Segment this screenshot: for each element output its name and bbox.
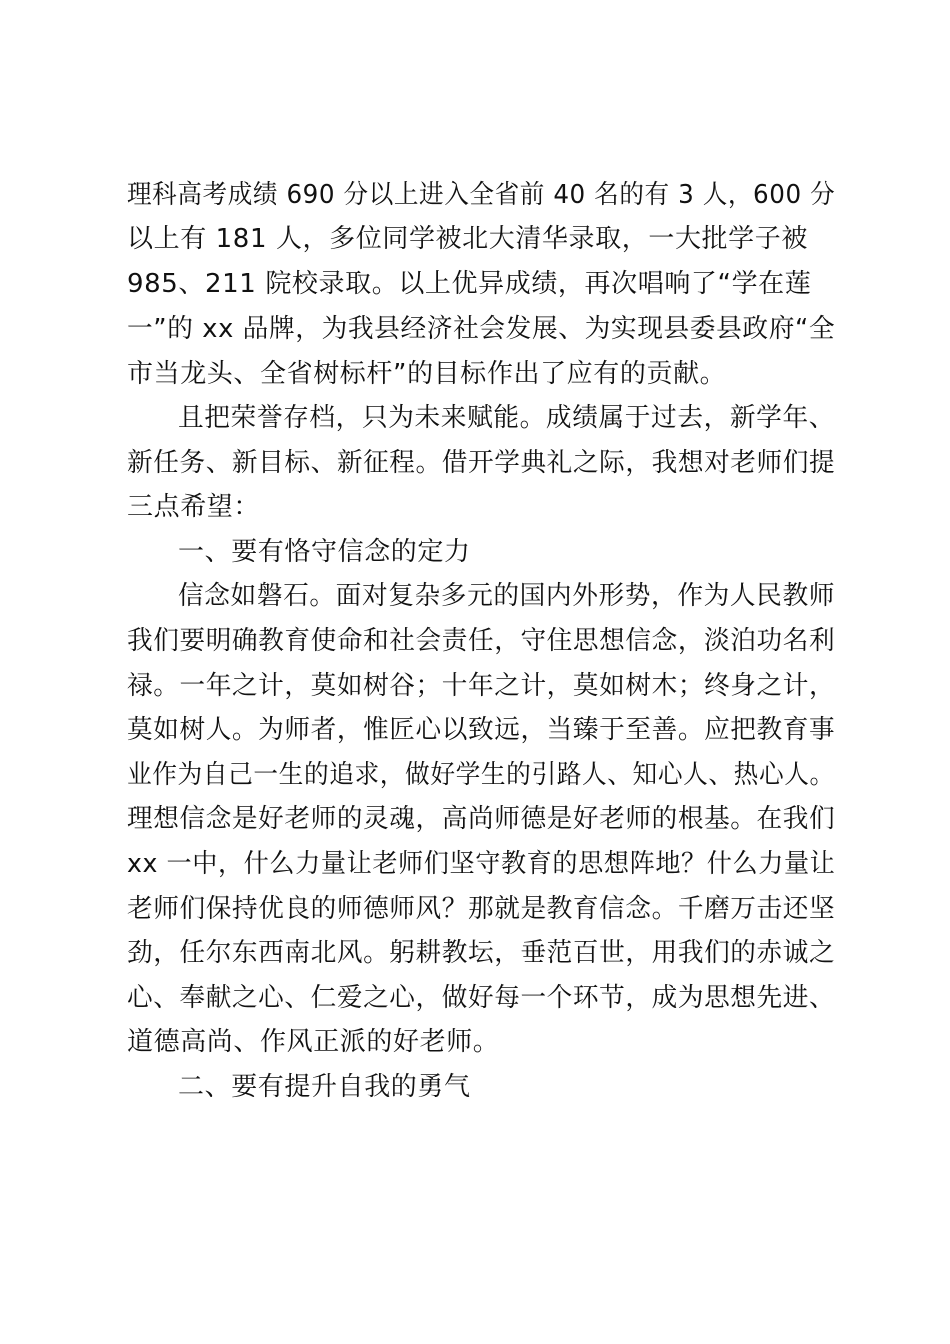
body-line: 理科高考成绩 690 分以上进入全省前 40 名的有 3 人，600 分 [127, 180, 836, 210]
body-line: 理想信念是好老师的灵魂，高尚师德是好老师的根基。在我们 [127, 804, 836, 834]
paragraph-first-line: 且把荣誉存档，只为未来赋能。成绩属于过去，新学年、 [178, 403, 836, 433]
body-line: 莫如树人。为师者，惟匠心以致远，当臻于至善。应把教育事 [127, 715, 836, 745]
paragraph-first-line: 信念如磐石。面对复杂多元的国内外形势，作为人民教师 [178, 581, 836, 611]
body-line: 以上有 181 人，多位同学被北大清华录取，一大批学子被 [127, 224, 808, 254]
body-line: 老师们保持优良的师德师风？那就是教育信念。千磨万击还坚 [127, 894, 836, 924]
body-line: 道德高尚、作风正派的好老师。 [127, 1027, 500, 1057]
section-heading-2: 二、要有提升自我的勇气 [178, 1072, 471, 1102]
body-line: 新任务、新目标、新征程。借开学典礼之际，我想对老师们提 [127, 448, 836, 478]
body-line: 我们要明确教育使命和社会责任，守住思想信念，淡泊功名利 [127, 626, 836, 656]
body-line: 禄。一年之计，莫如树谷；十年之计，莫如树木；终身之计， [127, 671, 836, 701]
body-line: 心、奉献之心、仁爱之心，做好每一个环节，成为思想先进、 [127, 983, 836, 1013]
body-line: 业作为自己一生的追求，做好学生的引路人、知心人、热心人。 [127, 760, 835, 790]
body-line: xx 一中，什么力量让老师们坚守教育的思想阵地？什么力量让 [127, 849, 836, 879]
body-line: 985、211 院校录取。以上优异成绩，再次唱响了“学在莲 [127, 269, 812, 299]
body-line: 市当龙头、全省树标杆”的目标作出了应有的贡献。 [127, 359, 727, 389]
body-line: 劲，任尔东西南北风。躬耕教坛，垂范百世，用我们的赤诚之 [127, 938, 836, 968]
body-line: 一”的 xx 品牌，为我县经济社会发展、为实现县委县政府“全 [127, 314, 836, 344]
body-line: 三点希望： [127, 492, 261, 522]
section-heading-1: 一、要有恪守信念的定力 [178, 537, 471, 567]
